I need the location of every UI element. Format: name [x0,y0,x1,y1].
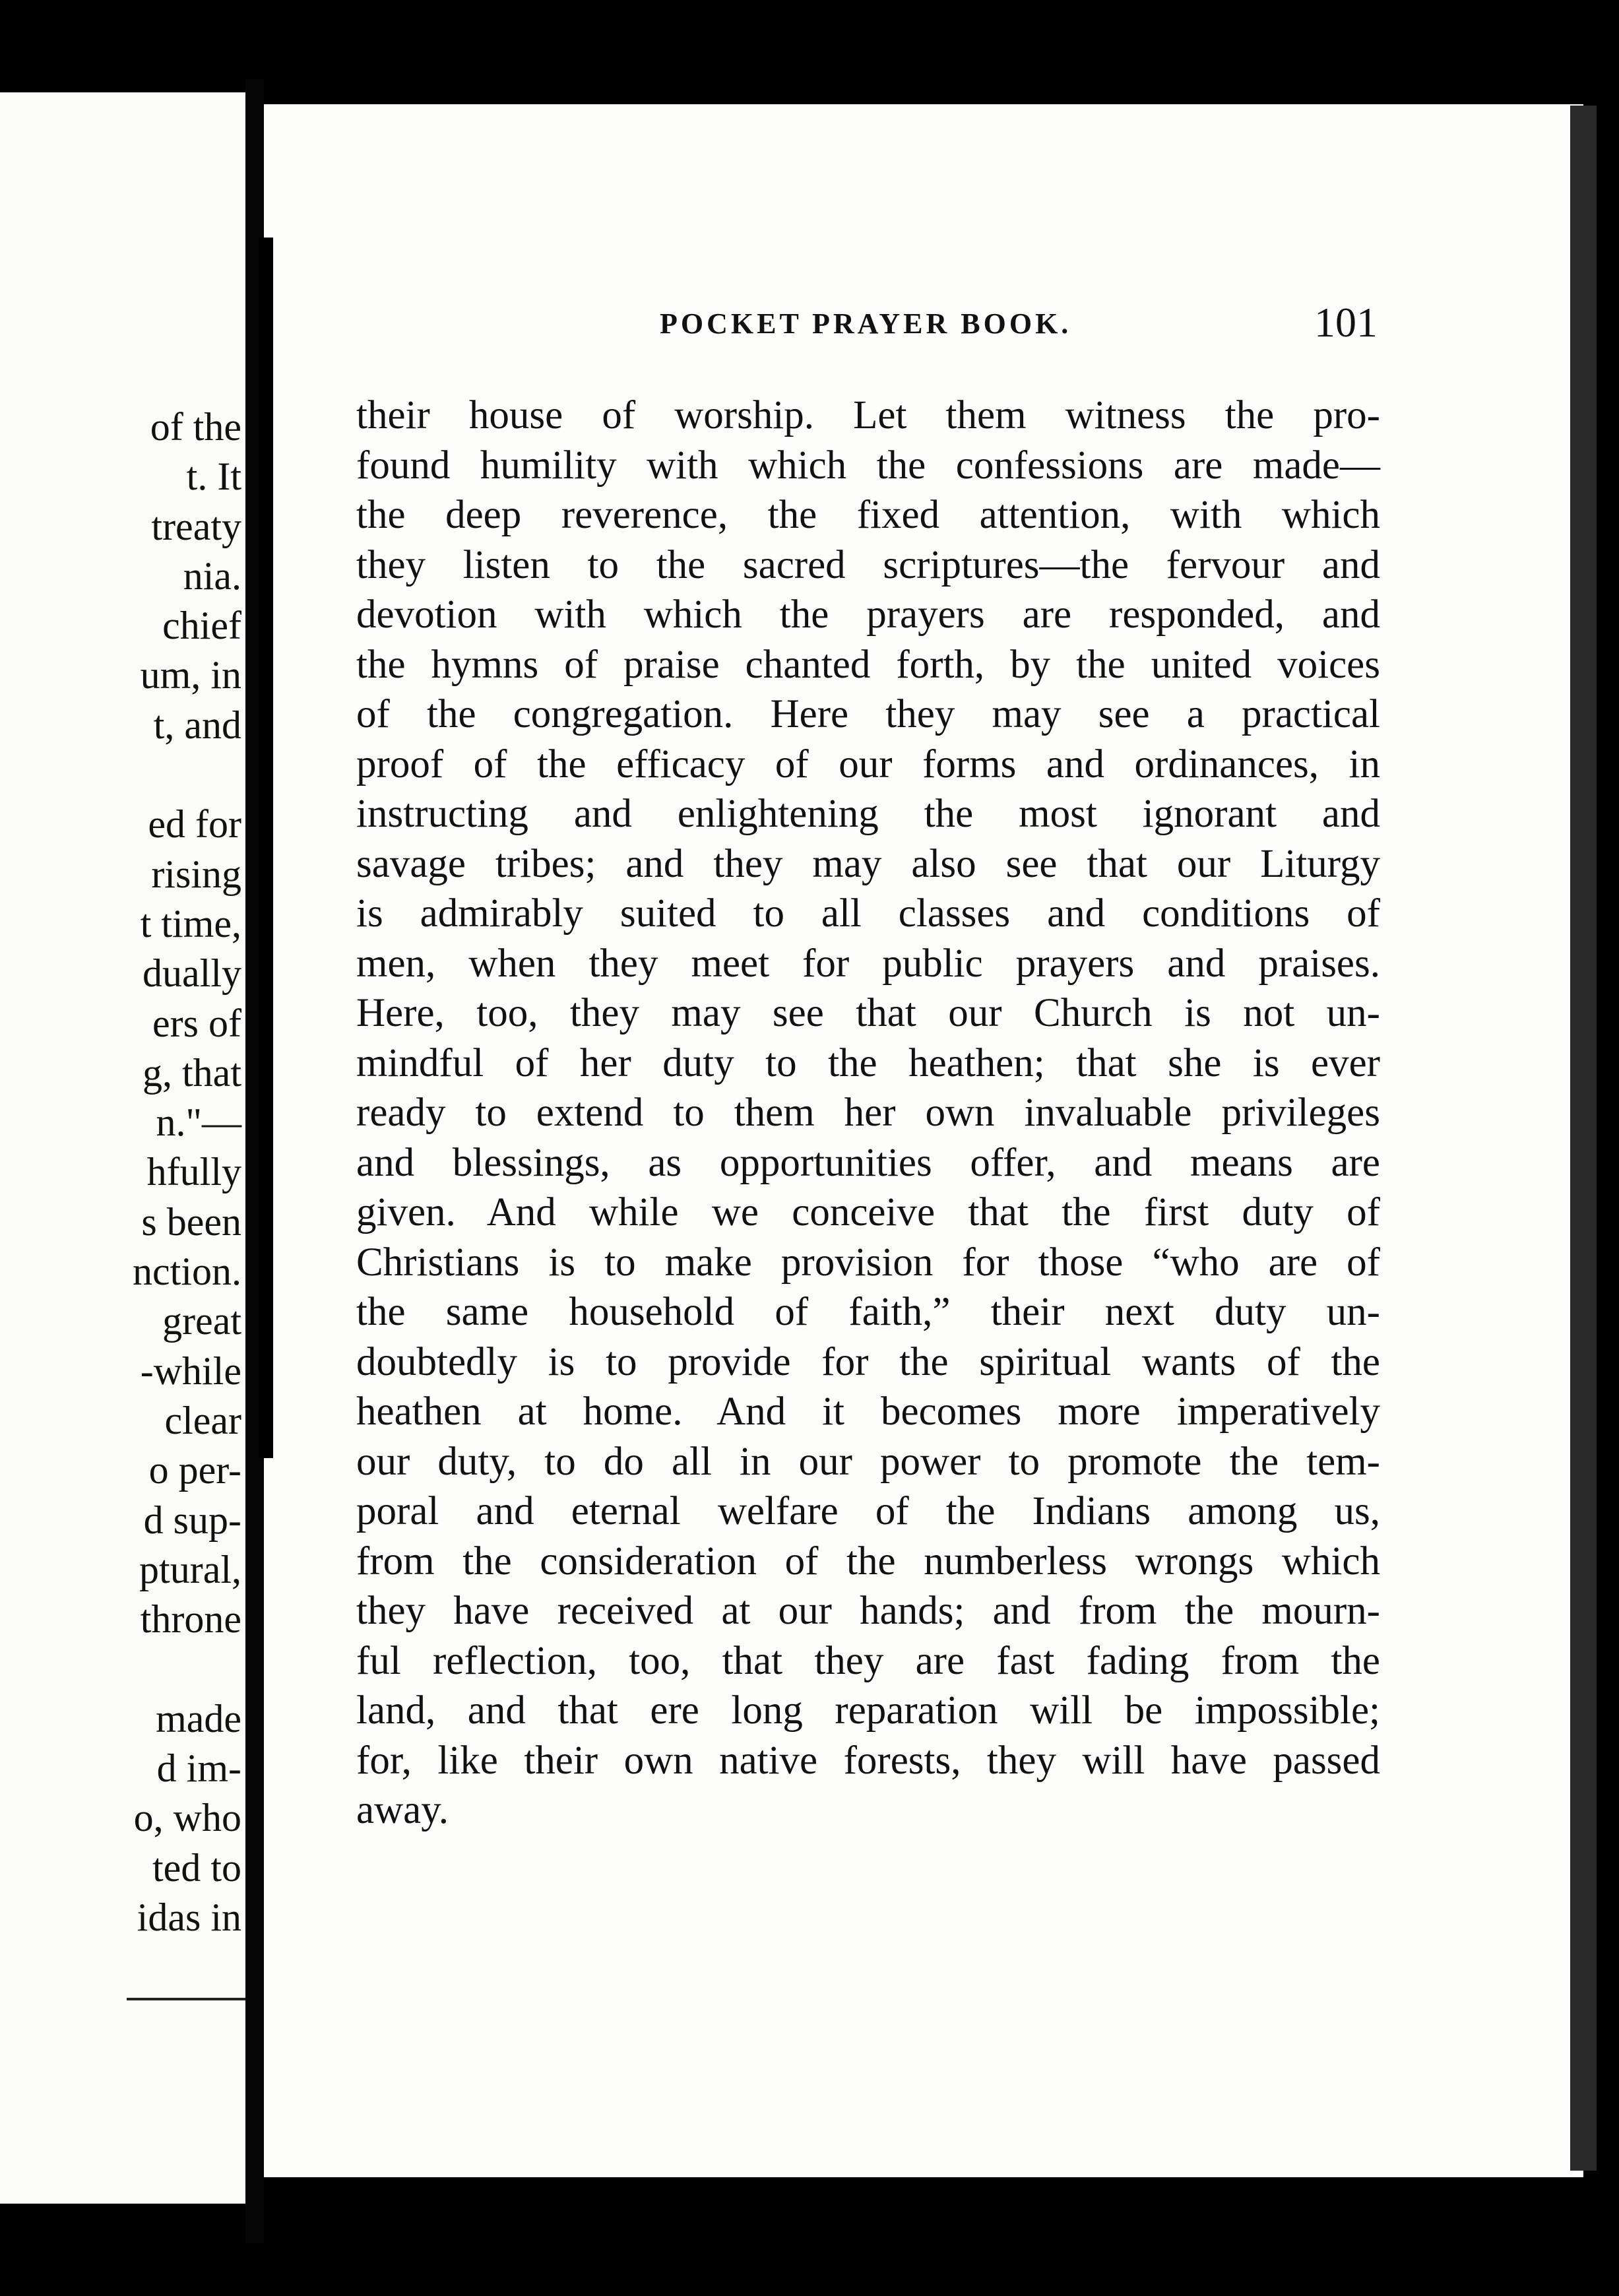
left-page-line: um, in [140,653,241,697]
left-page-line [4,1644,241,1694]
body-text [356,391,1380,1835]
body-line: our duty, to do all in our power to promote the tem- [356,1439,1380,1484]
body-line: ful reflection, too, that they are fast fading from the [356,1638,1380,1683]
body-line: and blessings, as opportunities offer, and means are [356,1140,1380,1185]
body-line: the hymns of praise chanted forth, by the united voices [356,642,1380,687]
body-line: for, like their own native forests, they will have passed [356,1738,1380,1783]
left-page-line: hfully [146,1150,241,1194]
body-line: the deep reverence, the fixed attention, with which [356,493,1380,537]
body-line: is admirably suited to all classes and conditions of [356,891,1380,936]
left-page-line: treaty [151,504,241,548]
left-page-line: dually [143,951,241,996]
body-line: Here, too, they may see that our Church is not un- [356,991,1380,1035]
body-line: proof of the efficacy of our forms and ordinances, in [356,742,1380,786]
left-page-line: d sup- [143,1498,241,1542]
left-page-line: nia. [183,554,241,598]
left-page-line: t. It [186,455,241,499]
left-page-line [4,750,241,800]
body-line: Christians is to make provision for those “who are of [356,1240,1380,1285]
page-edge-bar [259,238,273,1458]
body-line: poral and eternal welfare of the Indians among us, [356,1489,1380,1533]
body-line: found humility with which the confessions are made— [356,443,1380,488]
body-line: the same household of faith,” their next duty un- [356,1290,1380,1334]
left-page-line: great [162,1299,241,1343]
left-page-line: chief [162,604,241,648]
left-page-line: g, that [143,1050,241,1095]
left-page-line: o per- [148,1448,241,1492]
body-line: of the congregation. Here they may see a practical [356,692,1380,736]
left-page-line: throne [140,1597,241,1642]
left-page-line: ted to [152,1845,241,1890]
left-page-line: o, who [133,1796,241,1840]
left-page-line: d im- [156,1746,241,1791]
left-page-line: t, and [153,703,241,747]
left-page-line: n."— [156,1100,241,1145]
body-line: from the consideration of the numberless wrongs which [356,1539,1380,1583]
left-page-line: ptural, [139,1547,241,1591]
left-page-line: of the [150,405,241,449]
running-head: POCKET PRAYER BOOK. [660,307,1072,340]
left-page [0,92,245,2204]
left-page-line: ed for [148,802,241,846]
body-line: land, and that ere long reparation will be impossible; [356,1688,1380,1733]
body-line: doubtedly is to provide for the spiritual wants of the [356,1339,1380,1384]
left-page-line: clear [164,1398,241,1442]
body-line: instructing and enlightening the most ignorant and [356,792,1380,836]
left-page-line: -while [140,1349,241,1393]
body-line: savage tribes; and they may also see that our Liturgy [356,841,1380,886]
body-line: men, when they meet for public prayers and praises. [356,941,1380,986]
body-line: their house of worship. Let them witness the pro- [356,393,1380,437]
left-page-line: rising [151,852,241,896]
left-page-line: made [156,1696,241,1740]
body-line: away. [356,1788,449,1832]
body-line: ready to extend to them her own invaluable privileges [356,1091,1380,1135]
body-line: they have received at our hands; and from the mourn- [356,1589,1380,1633]
body-line: they listen to the sacred scriptures—the fervour and [356,542,1380,587]
body-line: mindful of her duty to the heathen; that she is ever [356,1040,1380,1085]
left-page-line: s been [141,1199,241,1244]
page-number: 101 [1314,299,1378,346]
left-page-line: nction. [133,1250,241,1294]
left-page-text [4,402,241,1942]
left-page-line: ers of [152,1001,241,1045]
body-line: given. And while we conceive that the first duty of [356,1190,1380,1234]
body-line: devotion with which the prayers are responded, and [356,592,1380,637]
page-edge-shadow [1570,106,1597,2171]
body-line: heathen at home. And it becomes more imperatively [356,1389,1380,1434]
left-page-line: t time, [140,901,241,945]
left-page-line: idas in [137,1895,241,1939]
left-page-rule [127,1998,245,2000]
